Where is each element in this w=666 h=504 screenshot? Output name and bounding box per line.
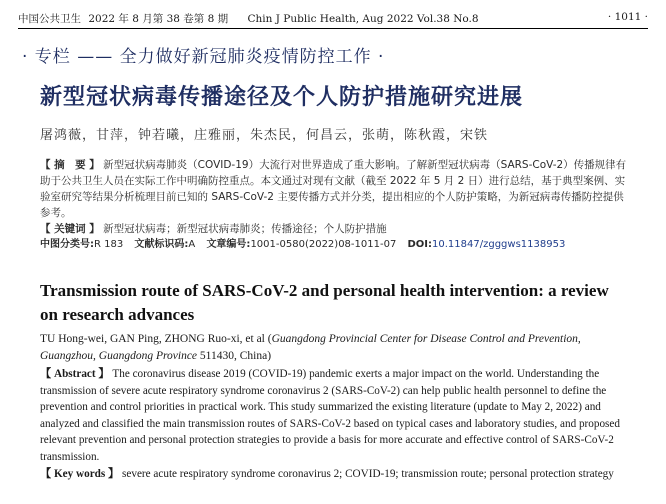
abstract-en-block xyxy=(40,366,635,482)
header-journal-cn: 中国公共卫生 xyxy=(18,13,81,25)
clc-label: 中图分类号: xyxy=(40,239,94,250)
running-header xyxy=(18,6,648,29)
keywords-en-text: severe acute respiratory syndrome coronavirus 2; COVID-19; transmission route; personal protection strategy xyxy=(122,467,614,480)
page-number: · 1011 · xyxy=(607,11,648,23)
abstract-cn-block xyxy=(40,157,630,253)
article-no-value: 1001-0580(2022)08-1011-07 xyxy=(250,239,397,250)
keywords-cn-label: 【 关键词 】 xyxy=(40,223,100,235)
doc-code-value: A xyxy=(188,239,196,250)
authors-cn: 屠鸿薇，甘萍，钟若曦，庄雅丽，朱杰民，何昌云，张萌，陈秋霞，宋铁 xyxy=(40,128,489,143)
keywords-en-paragraph xyxy=(40,466,635,483)
authors-en-affiliation: Guangdong Provincial Center for Disease Control and Prevention, Guangzhou, Guangdong Province xyxy=(40,333,581,362)
abstract-cn-paragraph xyxy=(40,157,630,221)
keywords-cn-paragraph xyxy=(40,221,630,237)
authors-en-names: TU Hong-wei, GAN Ping, ZHONG Ruo-xi, et al ( xyxy=(40,333,272,345)
header-journal-en: Chin J Public Health, Aug 2022 Vol.38 No.8 xyxy=(247,13,479,25)
article-title-en: Transmission route of SARS-CoV-2 and personal health intervention: a review on research advances xyxy=(40,281,609,324)
header-issue-cn: 2022 年 8 月第 38 卷第 8 期 xyxy=(88,13,229,25)
authors-en xyxy=(40,331,630,365)
header-journal-info xyxy=(18,11,479,26)
abstract-cn-text: 新型冠状病毒肺炎（COVID-19）大流行对世界造成了重大影响。了解新型冠状病毒（SARS-CoV-2）传播规律有助于公共卫生人员在实际工作中明确防控重点。本文通过对现有文献（截至 2022 年 5 月 2 日）进行总结，基于典型案例、实验室研究等结果分析梳理目前已知的 SARS-CoV-2 主要传播方式并分类，提出相应的个人防护策略，为新冠病毒传播防控提供参考。 xyxy=(40,159,627,219)
doi-link[interactable]: 10.11847/zgggws1138953 xyxy=(432,239,566,250)
classification-line xyxy=(40,237,630,253)
column-title: · 专栏 —— 全力做好新冠肺炎疫情防控工作 · xyxy=(22,47,385,67)
article-no-label: 文章编号: xyxy=(206,239,251,250)
doi-label: DOI: xyxy=(407,239,433,250)
keywords-en-label: 【 Key words 】 xyxy=(40,467,120,480)
article-title-cn: 新型冠状病毒传播途径及个人防护措施研究进展 xyxy=(40,85,524,110)
keywords-cn-text: 新型冠状病毒；新型冠状病毒肺炎；传播途径；个人防护措施 xyxy=(103,223,387,235)
abstract-cn-label: 【 摘 要 】 xyxy=(40,159,100,171)
abstract-en-text: The coronavirus disease 2019 (COVID-19) pandemic exerts a major impact on the world. Understanding the transmission of severe acute respiratory syndrome coronavirus 2 (SARS-CoV-2) can help public health personnel to define the prevention and control priorities in practical work. This study summarized the existing literature (update to May 2, 2022) and analyzed and classified the main transmission routes of SARS-CoV-2 based on typical cases and laboratory studies, and proposed relevant prevention and personal protection strategies to provide a basis for more accurate and effective control of SARS-CoV-2 transmission. xyxy=(40,368,620,463)
doc-code-label: 文献标识码: xyxy=(134,239,189,250)
authors-en-postcode: 511430, China) xyxy=(197,350,272,362)
abstract-en-paragraph xyxy=(40,366,635,466)
abstract-en-label: 【 Abstract 】 xyxy=(40,368,110,380)
clc-value: R 183 xyxy=(94,239,124,250)
